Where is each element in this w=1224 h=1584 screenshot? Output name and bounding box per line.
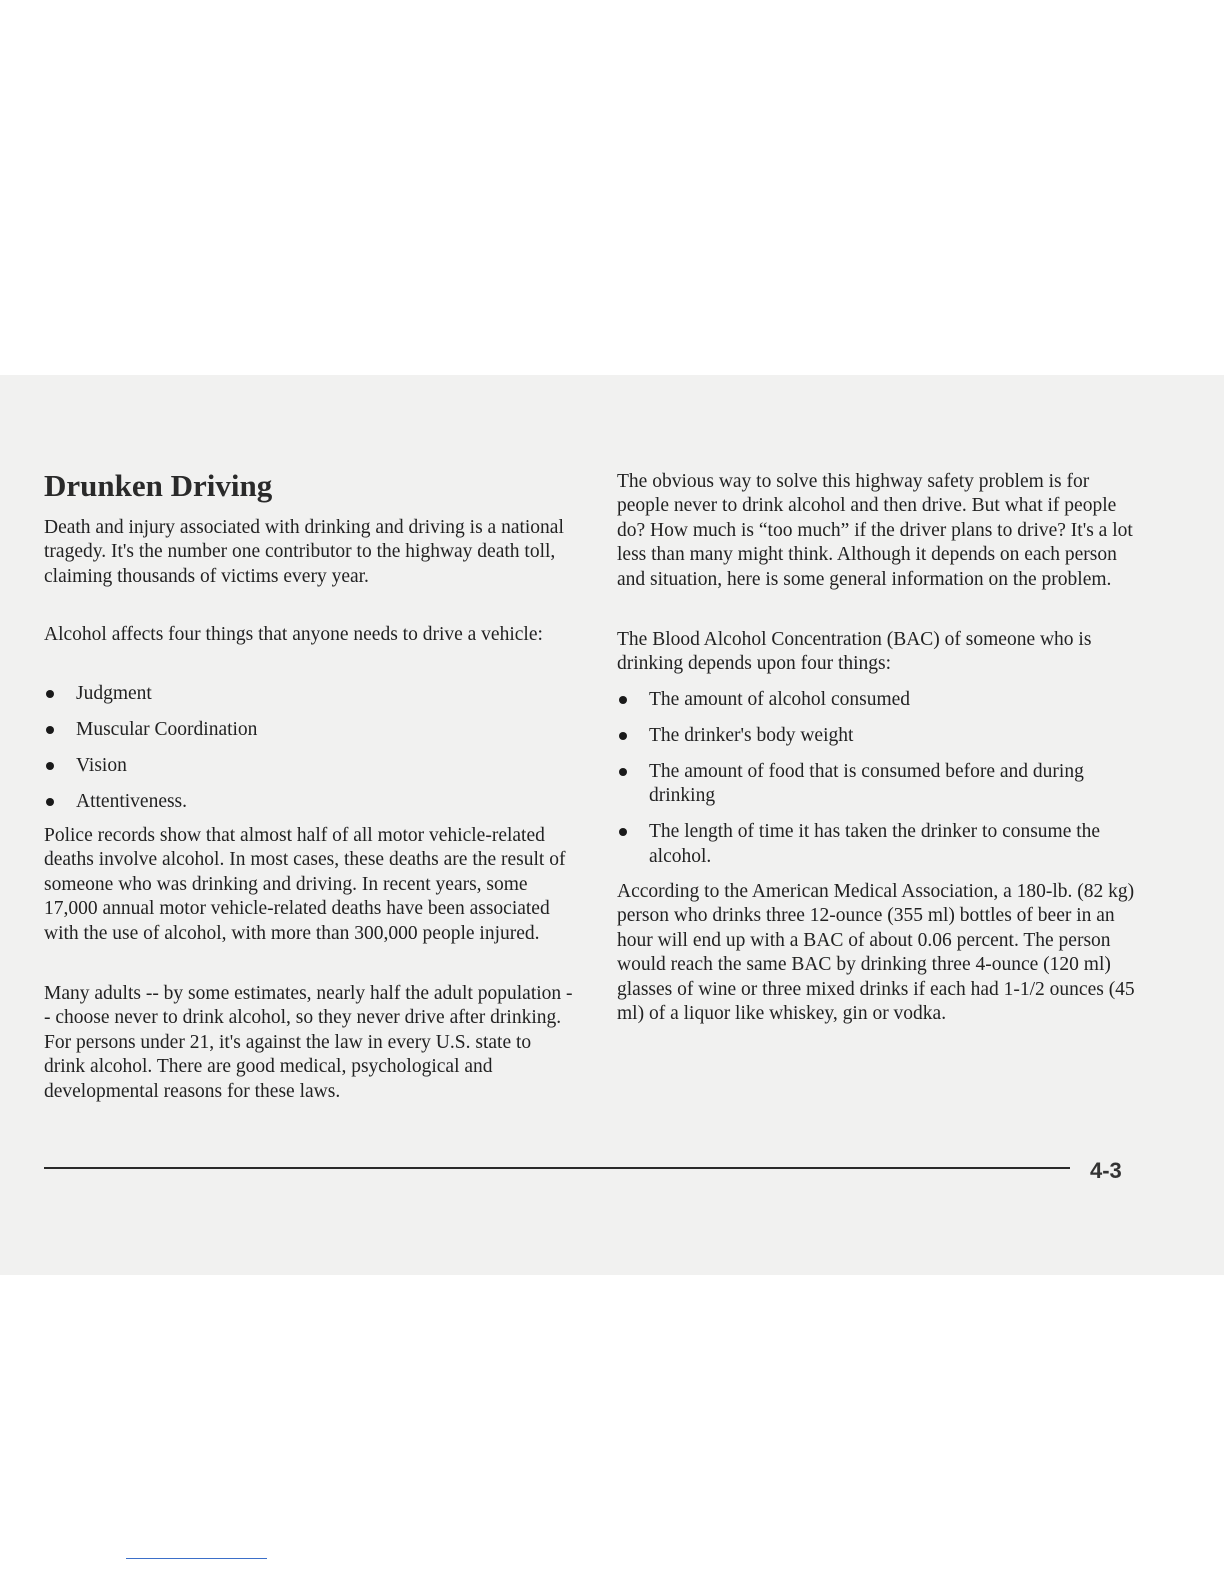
list-item-text: The length of time it has taken the drinker to consume the alcohol. [649, 821, 1101, 867]
list-item [617, 760, 1137, 809]
police-records-paragraph: Police records show that almost half of all motor vehicle-related deaths involve alcohol. In most cases, these deaths are the result of someone who was drinking and driving. In recent years, some 17,000 annual motor vehicle-related deaths have been associated with the use of alcohol, with more than 300,000 people injured. [44, 825, 566, 944]
list-item-text: The drinker's body weight [649, 724, 854, 746]
footer-rule [44, 1167, 1070, 1169]
list-item [617, 820, 1137, 869]
list-item-text: The amount of food that is consumed before and during drinking [649, 760, 1084, 807]
list-item [44, 754, 574, 778]
affects-list [44, 682, 574, 814]
bullet-icon [619, 696, 627, 704]
bullet-icon [46, 762, 54, 770]
list-item [44, 790, 574, 814]
intro-paragraph: Death and injury associated with drinking and driving is a national tragedy. It's the number one contributor to the highway death toll, claiming thousands of victims every year. [44, 517, 564, 587]
list-item-text: The amount of alcohol consumed [649, 689, 911, 710]
page-title: Drunken Driving [44, 468, 273, 503]
list-item-text: Judgment [76, 683, 152, 704]
bullet-icon [46, 798, 54, 806]
list-item [617, 724, 1137, 748]
link-underline [126, 1558, 267, 1559]
bullet-icon [619, 768, 627, 776]
page-number: 4-3 [1090, 1158, 1122, 1183]
list-item-text: Vision [76, 754, 127, 776]
bullet-icon [619, 732, 627, 740]
bullet-icon [46, 690, 54, 698]
affects-intro-paragraph: Alcohol affects four things that anyone needs to drive a vehicle: [44, 624, 543, 645]
list-item [44, 718, 574, 742]
obvious-way-paragraph: The obvious way to solve this highway safety problem is for people never to drink alcohol and then drive. But what if people do? How much is “too much” if the driver plans to drive? It's a lot less than many might think. Although it depends on each person and situation, here is some general information on the problem. [617, 471, 1133, 590]
bac-list [617, 688, 1137, 869]
many-adults-paragraph: Many adults -- by some estimates, nearly half the adult population -- choose never to drink alcohol, so they never drive after drinking. For persons under 21, it's against the law in every U.S. state to drink alcohol. There are good medical, psychological and developmental reasons for these laws. [44, 983, 573, 1102]
list-item [44, 682, 574, 706]
bac-intro-paragraph: The Blood Alcohol Concentration (BAC) of someone who is drinking depends upon four things: [617, 629, 1092, 675]
list-item-text: Muscular Coordination [76, 718, 258, 740]
ama-paragraph: According to the American Medical Association, a 180-lb. (82 kg) person who drinks three 12-ounce (355 ml) bottles of beer in an hour will end up with a BAC of about 0.06 percent. The person would reach the same BAC by drinking three 4-ounce (120 ml) glasses of wine or three mixed drinks if each had 1-1/2 ounces (45 ml) of a liquor like whiskey, gin or vodka. [617, 881, 1135, 1025]
list-item-text: Attentiveness. [76, 790, 188, 812]
list-item [617, 688, 1137, 712]
bullet-icon [619, 828, 627, 836]
bullet-icon [46, 726, 54, 734]
